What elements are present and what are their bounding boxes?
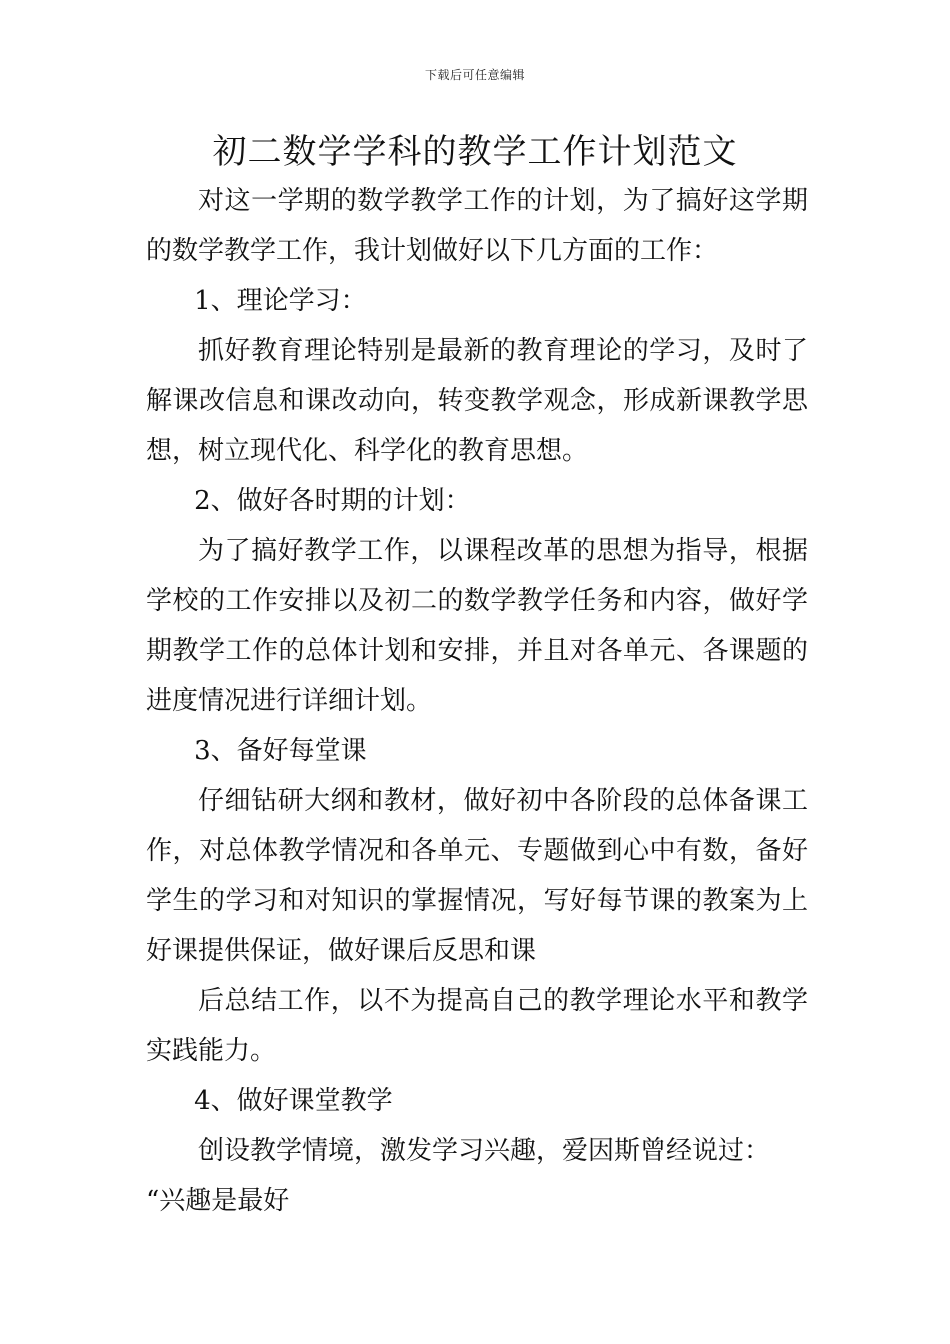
header-note: 下载后可任意编辑 <box>424 68 525 82</box>
section-paragraph-1: 抓好教育理论特别是最新的教育理论的学习，及时了解课改信息和课改动向，转变教学观念，形成新课教学思想，树立现代化、科学化的教育思想。 <box>146 336 808 466</box>
section-heading-4: 4、做好课堂教学 <box>194 1086 393 1116</box>
section-heading-3: 3、备好每堂课 <box>194 736 367 766</box>
section-paragraph-2: 为了搞好教学工作，以课程改革的思想为指导，根据学校的工作安排以及初二的数学教学任务和内容，做好学期教学工作的总体计划和安排，并且对各单元、各课题的进度情况进行详细计划。 <box>146 536 808 716</box>
section-heading-1: 1、理论学习： <box>194 286 367 316</box>
section-paragraph-4: 创设教学情境，激发学习兴趣，爱因斯曾经说过： <box>198 1136 771 1166</box>
section-heading-2: 2、做好各时期的计划： <box>194 486 471 516</box>
document-title: 初二数学学科的教学工作计划范文 <box>212 132 738 172</box>
section-paragraph-3-continued: 后总结工作，以不为提高自己的教学理论水平和教学实践能力。 <box>146 986 808 1066</box>
document-body <box>146 176 808 1226</box>
section-paragraph-3: 仔细钻研大纲和教材，做好初中各阶段的总体备课工作，对总体教学情况和各单元、专题做到心中有数，备好学生的学习和对知识的掌握情况，写好每节课的教案为上好课提供保证，做好课后反思和课 <box>146 786 808 966</box>
section-paragraph-4-continued: “兴趣是最好 <box>146 1186 290 1216</box>
intro-paragraph: 对这一学期的数学教学工作的计划，为了搞好这学期的数学教学工作，我计划做好以下几方面的工作： <box>146 186 808 266</box>
